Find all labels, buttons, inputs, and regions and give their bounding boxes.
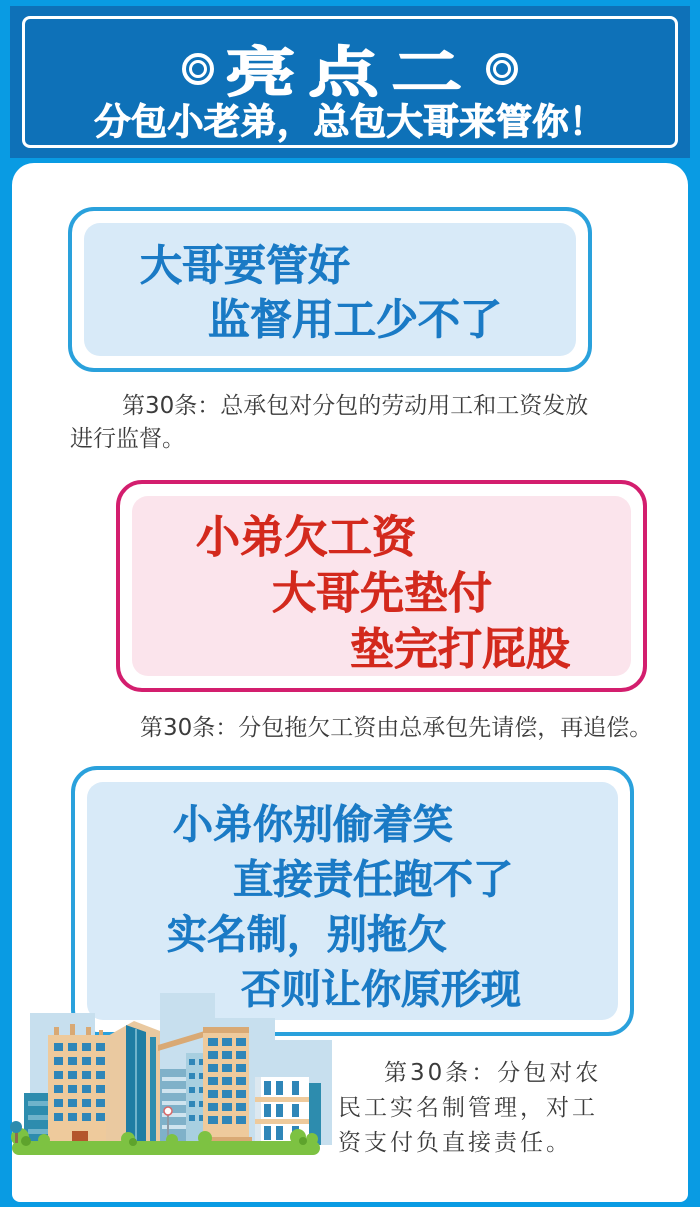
bullseye-icon bbox=[486, 53, 518, 85]
law-caption-2 bbox=[140, 712, 680, 745]
quote-box-advance-payment bbox=[116, 480, 647, 692]
quote-box-supervision bbox=[68, 207, 592, 372]
city-skyline-illustration bbox=[0, 985, 360, 1160]
page-title: 亮点二 bbox=[225, 41, 475, 104]
quote-line: 小弟你别偷着笑 bbox=[173, 802, 453, 848]
caption-line: 进行监督。 bbox=[70, 426, 185, 452]
caption-line: 第30条：分包拖欠工资由总承包先请偿，再追偿。 bbox=[140, 715, 653, 741]
caption-line: 民工实名制管理，对工 bbox=[338, 1095, 598, 1121]
caption-line: 资支付负直接责任。 bbox=[338, 1130, 572, 1156]
quote-line: 否则让你原形现 bbox=[241, 967, 521, 1013]
law-caption-1 bbox=[70, 390, 610, 456]
quote-line: 大哥先垫付 bbox=[272, 568, 492, 619]
caption-line: 第30条：分包对农 bbox=[384, 1060, 602, 1086]
bullseye-icon bbox=[182, 53, 214, 85]
header-panel bbox=[10, 6, 690, 158]
law-caption-3 bbox=[338, 1056, 638, 1161]
quote-line: 直接责任跑不了 bbox=[233, 857, 513, 903]
caption-line: 第30条：总承包对分包的劳动用工和工资发放 bbox=[122, 393, 589, 419]
quote-line: 垫完打屁股 bbox=[350, 624, 570, 675]
quote-line: 小弟欠工资 bbox=[196, 512, 416, 563]
quote-line: 大哥要管好 bbox=[140, 241, 351, 290]
quote-line: 实名制，别拖欠 bbox=[167, 912, 447, 958]
quote-box-advance-payment-fill bbox=[132, 496, 631, 676]
quote-box-supervision-fill bbox=[84, 223, 576, 356]
page-subtitle: 分包小老弟，总包大哥来管你！ bbox=[94, 102, 606, 143]
quote-line: 监督用工少不了 bbox=[208, 295, 503, 344]
